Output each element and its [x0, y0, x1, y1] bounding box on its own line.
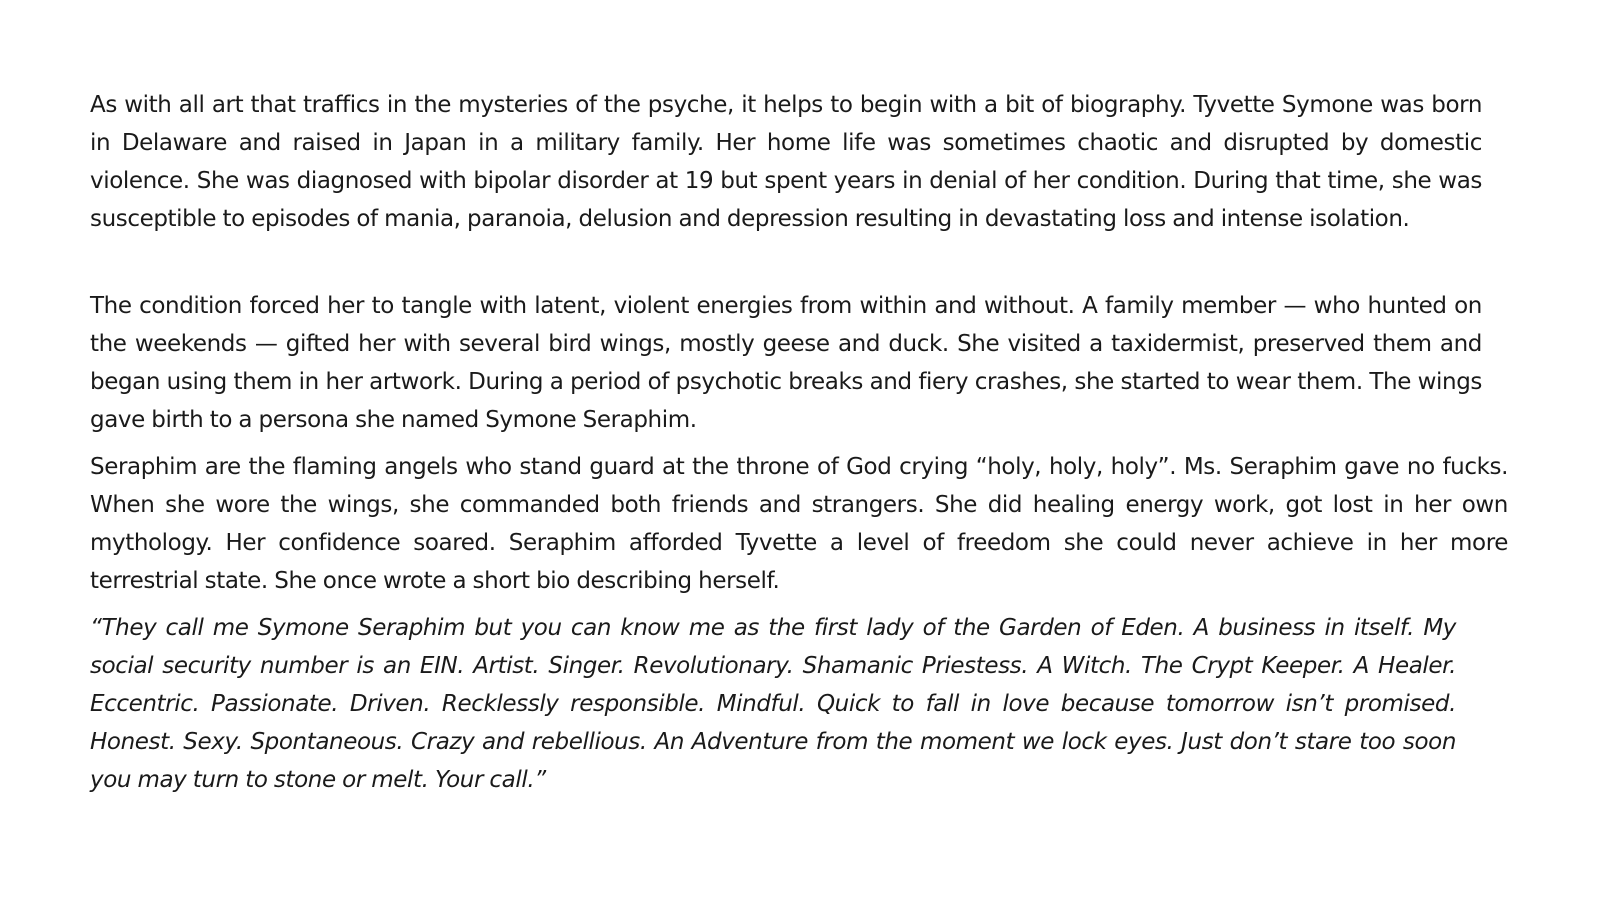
paragraph-wings: The condition forced her to tangle with latent, violent energies from within and without. A family member — who hunted on the weekends — gifted her with several bird wings, mostly geese and duck. She visited a taxidermist, preserved them and began using them in her artwork. During a period of psychotic breaks and fiery crashes, she started to wear them. The wings gave birth to a persona she named Symone Seraphim. [90, 293, 1482, 433]
quote-self-bio: “They call me Symone Seraphim but you can know me as the first lady of the Garden of Eden. A business in itself. My social security number is an EIN. Artist. Singer. Revolutionary. Shamanic Priestess. A Witch. The Crypt Keeper. A Healer. Eccentric. Passionate. Driven. Recklessly responsible. Mindful. Quick to fall in love because tomorrow isn’t promised. Honest. Sexy. Spontaneous. Crazy and rebellious. An Adventure from the moment we lock eyes. Just don’t stare too soon you may turn to stone or melt. Your call.” [90, 615, 1456, 793]
paragraph-seraphim: Seraphim are the flaming angels who stand guard at the throne of God crying “holy, holy, holy”. Ms. Seraphim gave no fucks. When she wore the wings, she commanded both friends and strangers. She did healing energy work, got lost in her own mythology. Her confidence soared. Seraphim afforded Tyvette a level of freedom she could never achieve in her more terrestrial state. She once wrote a short bio describing herself. [90, 454, 1508, 594]
paragraph-biography: As with all art that traffics in the mysteries of the psyche, it helps to begin with a bit of biography. Tyvette Symone was born in Delaware and raised in Japan in a military family. Her home life was sometimes chaotic and disrupted by domestic violence. She was diagnosed with bipolar disorder at 19 but spent years in denial of her condition. During that time, she was susceptible to episodes of mania, paranoia, delusion and depression resulting in devastating loss and intense isolation. [90, 92, 1482, 232]
